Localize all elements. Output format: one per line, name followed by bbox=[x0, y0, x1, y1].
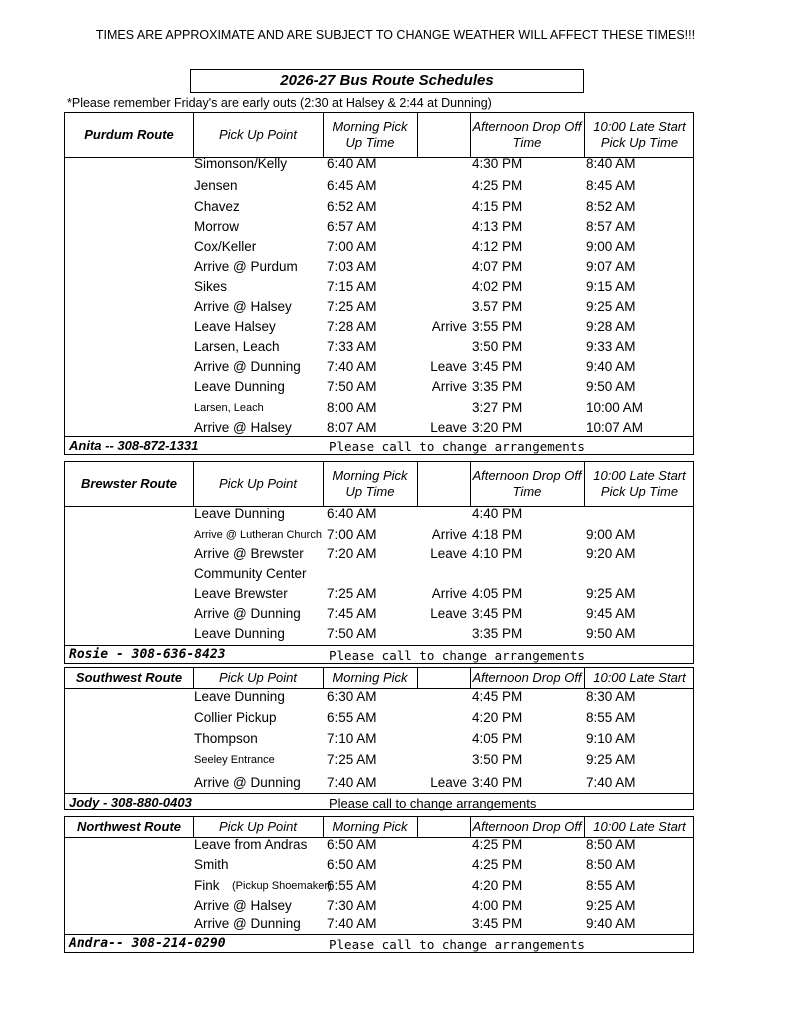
driver-contact: Andra-- 308-214-0290 bbox=[69, 936, 226, 951]
late-start-time: 9:28 AM bbox=[586, 319, 636, 334]
morning-time: 7:40 AM bbox=[327, 359, 377, 374]
stop-name: Jensen bbox=[194, 178, 238, 193]
late-start-time: 8:30 AM bbox=[586, 689, 636, 704]
pickup-point-header: Pick Up Point bbox=[218, 476, 298, 491]
stop-name: Leave Brewster bbox=[194, 586, 288, 601]
afternoon-time: 4:10 PM bbox=[472, 546, 523, 561]
morning-time: 7:10 AM bbox=[327, 731, 377, 746]
late-start-time: 9:50 AM bbox=[586, 379, 636, 394]
stop-name: Arrive @ Dunning bbox=[194, 916, 301, 931]
stop-name: Leave Dunning bbox=[194, 689, 285, 704]
afternoon-time: 3:45 PM bbox=[472, 916, 523, 931]
stop-name: Larsen, Leach bbox=[194, 402, 264, 414]
late-start-time: 9:40 AM bbox=[586, 359, 636, 374]
driver-contact: Anita -- 308-872-1331 bbox=[69, 438, 199, 453]
late-start-time: 9:25 AM bbox=[586, 752, 636, 767]
afternoon-time: 4:00 PM bbox=[472, 898, 523, 913]
early-out-note: *Please remember Friday's are early outs (2:30 at Halsey & 2:44 at Dunning) bbox=[67, 96, 492, 110]
arrive-leave-tag: Leave bbox=[430, 359, 467, 374]
morning-time: 7:03 AM bbox=[327, 259, 377, 274]
late-start-time: 9:07 AM bbox=[586, 259, 636, 274]
route-contact-row bbox=[64, 437, 694, 455]
late-start-time: 8:52 AM bbox=[586, 199, 636, 214]
stop-name: Larsen, Leach bbox=[194, 339, 280, 354]
late-start-time: 10:00 AM bbox=[586, 400, 644, 415]
afternoon-drop-header: Afternoon Drop Off Time bbox=[472, 468, 582, 499]
morning-time: 6:40 AM bbox=[327, 506, 377, 521]
route-contact-row bbox=[64, 935, 694, 953]
late-start-time: 9:15 AM bbox=[586, 279, 636, 294]
column-divider bbox=[417, 113, 418, 157]
stop-name: Morrow bbox=[194, 219, 240, 234]
late-start-header: 10:00 Late Start bbox=[593, 670, 686, 685]
morning-time: 6:30 AM bbox=[327, 689, 377, 704]
route-table-brewster-route bbox=[64, 461, 694, 646]
route-header-row bbox=[65, 668, 693, 689]
arrive-leave-tag: Leave bbox=[430, 546, 467, 561]
morning-time: 7:28 AM bbox=[327, 319, 377, 334]
route-contact-row bbox=[64, 794, 694, 810]
driver-contact: Rosie - 308-636-8423 bbox=[69, 647, 226, 662]
late-start-time: 8:50 AM bbox=[586, 857, 636, 872]
late-start-time: 8:55 AM bbox=[586, 878, 636, 893]
stop-name: Leave from Andras bbox=[194, 837, 308, 852]
late-start-time: 9:10 AM bbox=[586, 731, 636, 746]
route-name: Brewster Route bbox=[80, 476, 178, 491]
morning-time: 7:50 AM bbox=[327, 379, 377, 394]
stop-name: Arrive @ Halsey bbox=[194, 898, 292, 913]
morning-time: 7:25 AM bbox=[327, 586, 377, 601]
column-divider bbox=[417, 462, 418, 506]
afternoon-time: 4:45 PM bbox=[472, 689, 523, 704]
afternoon-time: 4:12 PM bbox=[472, 239, 523, 254]
driver-contact: Jody - 308-880-0403 bbox=[69, 795, 192, 810]
stop-name: Arrive @ Brewster bbox=[194, 546, 304, 561]
stop-name: Arrive @ Dunning bbox=[194, 606, 301, 621]
route-table-purdum-route bbox=[64, 112, 694, 437]
morning-pick-header: Morning Pick bbox=[332, 670, 408, 685]
morning-time: 7:25 AM bbox=[327, 299, 377, 314]
pickup-point-header: Pick Up Point bbox=[218, 670, 298, 685]
morning-time: 6:57 AM bbox=[327, 219, 377, 234]
stop-name: Leave Dunning bbox=[194, 626, 285, 641]
column-divider bbox=[417, 817, 418, 837]
morning-time: 7:40 AM bbox=[327, 775, 377, 790]
contact-message: Please call to change arrangements bbox=[329, 937, 585, 952]
stop-name: Arrive @ Dunning bbox=[194, 775, 301, 790]
stop-name: Arrive @ Halsey bbox=[194, 420, 292, 435]
stop-note: (Pickup Shoemaker) bbox=[232, 880, 332, 892]
stop-name: Arrive @ Dunning bbox=[194, 359, 301, 374]
afternoon-time: 3:40 PM bbox=[472, 775, 523, 790]
afternoon-time: 4:15 PM bbox=[472, 199, 523, 214]
morning-time: 6:55 AM bbox=[327, 878, 377, 893]
morning-time: 7:45 AM bbox=[327, 606, 377, 621]
stop-name: Arrive @ Lutheran Church bbox=[194, 529, 322, 541]
arrive-leave-tag: Arrive bbox=[431, 527, 467, 542]
late-start-time: 9:33 AM bbox=[586, 339, 636, 354]
route-header-row bbox=[65, 462, 693, 507]
weather-notice: TIMES ARE APPROXIMATE AND ARE SUBJECT TO CHANGE WEATHER WILL AFFECT THESE TIMES!!! bbox=[95, 28, 696, 42]
morning-pick-header: Morning Pick Up Time bbox=[332, 468, 408, 499]
contact-message: Please call to change arrangements bbox=[329, 648, 585, 663]
late-start-time: 8:57 AM bbox=[586, 219, 636, 234]
afternoon-time: 3:20 PM bbox=[472, 420, 523, 435]
stop-name: Chavez bbox=[194, 199, 240, 214]
stop-name: Community Center bbox=[194, 566, 307, 581]
afternoon-time: 3:35 PM bbox=[472, 626, 523, 641]
morning-time: 6:40 AM bbox=[327, 156, 377, 171]
afternoon-time: 4:20 PM bbox=[472, 878, 523, 893]
afternoon-drop-header: Afternoon Drop Off bbox=[472, 670, 582, 685]
afternoon-drop-header: Afternoon Drop Off Time bbox=[472, 119, 582, 150]
afternoon-time: 4:13 PM bbox=[472, 219, 523, 234]
late-start-time: 9:25 AM bbox=[586, 299, 636, 314]
route-name: Northwest Route bbox=[77, 819, 181, 834]
morning-time: 7:50 AM bbox=[327, 626, 377, 641]
stop-name: Simonson/Kelly bbox=[194, 156, 288, 171]
arrive-leave-tag: Arrive bbox=[431, 379, 467, 394]
late-start-time: 9:25 AM bbox=[586, 586, 636, 601]
morning-pick-header: Morning Pick bbox=[332, 819, 408, 834]
morning-time: 7:33 AM bbox=[327, 339, 377, 354]
stop-name: Smith bbox=[194, 857, 229, 872]
morning-time: 6:50 AM bbox=[327, 837, 377, 852]
late-start-time: 8:45 AM bbox=[586, 178, 636, 193]
morning-time: 6:52 AM bbox=[327, 199, 377, 214]
late-start-time: 9:45 AM bbox=[586, 606, 636, 621]
afternoon-time: 3.57 PM bbox=[472, 299, 523, 314]
stop-name: Leave Dunning bbox=[194, 506, 285, 521]
route-table-northwest-route bbox=[64, 816, 694, 935]
late-start-time: 7:40 AM bbox=[586, 775, 636, 790]
stop-name: Arrive @ Halsey bbox=[194, 299, 292, 314]
late-start-time: 9:25 AM bbox=[586, 898, 636, 913]
route-name: Southwest Route bbox=[75, 670, 183, 685]
arrive-leave-tag: Arrive bbox=[431, 319, 467, 334]
stop-name: Cox/Keller bbox=[194, 239, 257, 254]
stop-name: Leave Dunning bbox=[194, 379, 285, 394]
stop-name: Arrive @ Purdum bbox=[194, 259, 298, 274]
late-start-time: 9:00 AM bbox=[586, 527, 636, 542]
late-start-time: 9:20 AM bbox=[586, 546, 636, 561]
pickup-point-header: Pick Up Point bbox=[218, 819, 298, 834]
morning-time: 7:30 AM bbox=[327, 898, 377, 913]
arrive-leave-tag: Leave bbox=[430, 420, 467, 435]
afternoon-time: 4:05 PM bbox=[472, 731, 523, 746]
morning-time: 6:55 AM bbox=[327, 710, 377, 725]
stop-name: Collier Pickup bbox=[194, 710, 277, 725]
afternoon-time: 3:45 PM bbox=[472, 359, 523, 374]
arrive-leave-tag: Leave bbox=[430, 606, 467, 621]
morning-time: 7:20 AM bbox=[327, 546, 377, 561]
morning-time: 7:25 AM bbox=[327, 752, 377, 767]
column-divider bbox=[417, 668, 418, 688]
morning-time: 7:15 AM bbox=[327, 279, 377, 294]
afternoon-time: 4:20 PM bbox=[472, 710, 523, 725]
afternoon-time: 4:05 PM bbox=[472, 586, 523, 601]
afternoon-time: 4:25 PM bbox=[472, 857, 523, 872]
contact-message: Please call to change arrangements bbox=[329, 796, 537, 811]
afternoon-time: 4:25 PM bbox=[472, 178, 523, 193]
afternoon-time: 3:50 PM bbox=[472, 339, 523, 354]
late-start-time: 8:55 AM bbox=[586, 710, 636, 725]
page-title: 2026-27 Bus Route Schedules bbox=[190, 69, 584, 93]
contact-message: Please call to change arrangements bbox=[329, 439, 585, 454]
pickup-point-header: Pick Up Point bbox=[218, 127, 298, 142]
afternoon-drop-header: Afternoon Drop Off bbox=[472, 819, 582, 834]
afternoon-time: 4:30 PM bbox=[472, 156, 523, 171]
afternoon-time: 4:18 PM bbox=[472, 527, 523, 542]
morning-time: 8:00 AM bbox=[327, 400, 377, 415]
afternoon-time: 3:27 PM bbox=[472, 400, 523, 415]
stop-name: Leave Halsey bbox=[194, 319, 276, 334]
morning-pick-header: Morning Pick Up Time bbox=[332, 119, 408, 150]
late-start-header: 10:00 Late Start bbox=[593, 819, 686, 834]
late-start-time: 10:07 AM bbox=[586, 420, 644, 435]
route-name: Purdum Route bbox=[84, 127, 174, 142]
morning-time: 7:40 AM bbox=[327, 916, 377, 931]
afternoon-time: 4:25 PM bbox=[472, 837, 523, 852]
route-table-southwest-route bbox=[64, 667, 694, 794]
arrive-leave-tag: Leave bbox=[430, 775, 467, 790]
stop-name: Thompson bbox=[194, 731, 258, 746]
route-header-row bbox=[65, 113, 693, 158]
stop-name: Fink bbox=[194, 878, 220, 893]
afternoon-time: 3:45 PM bbox=[472, 606, 523, 621]
morning-time: 6:50 AM bbox=[327, 857, 377, 872]
route-contact-row bbox=[64, 646, 694, 664]
morning-time: 7:00 AM bbox=[327, 239, 377, 254]
afternoon-time: 3:55 PM bbox=[472, 319, 523, 334]
late-start-time: 9:50 AM bbox=[586, 626, 636, 641]
late-start-header: 10:00 Late Start Pick Up Time bbox=[593, 119, 686, 150]
route-header-row bbox=[65, 817, 693, 838]
afternoon-time: 3:35 PM bbox=[472, 379, 523, 394]
arrive-leave-tag: Arrive bbox=[431, 586, 467, 601]
stop-name: Seeley Entrance bbox=[194, 754, 275, 766]
late-start-time: 9:40 AM bbox=[586, 916, 636, 931]
late-start-time: 8:40 AM bbox=[586, 156, 636, 171]
afternoon-time: 4:02 PM bbox=[472, 279, 523, 294]
late-start-header: 10:00 Late Start Pick Up Time bbox=[593, 468, 686, 499]
late-start-time: 9:00 AM bbox=[586, 239, 636, 254]
morning-time: 6:45 AM bbox=[327, 178, 377, 193]
afternoon-time: 3:50 PM bbox=[472, 752, 523, 767]
stop-name: Sikes bbox=[194, 279, 228, 294]
morning-time: 7:00 AM bbox=[327, 527, 377, 542]
afternoon-time: 4:07 PM bbox=[472, 259, 523, 274]
morning-time: 8:07 AM bbox=[327, 420, 377, 435]
afternoon-time: 4:40 PM bbox=[472, 506, 523, 521]
late-start-time: 8:50 AM bbox=[586, 837, 636, 852]
